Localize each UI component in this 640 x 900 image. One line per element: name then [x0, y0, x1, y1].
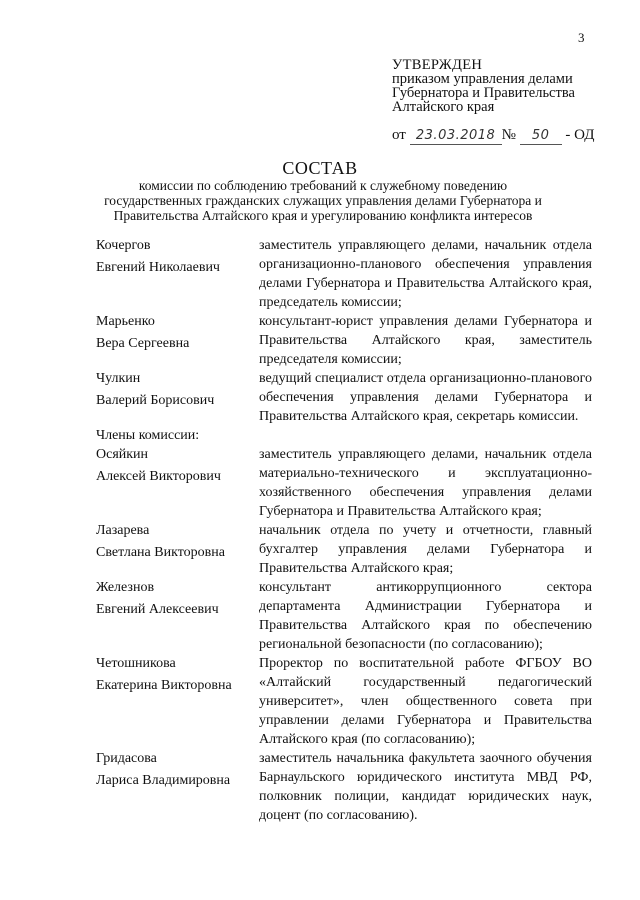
document-subtitle: комиссии по соблюдению требований к служебному поведению государственных гражданских служащих управления делами Губернатора и Правительства Алтайского края и урегулированию конфликта интересов: [104, 178, 542, 223]
document-title: СОСТАВ: [282, 158, 358, 178]
member-role: начальник отдела по учету и отчетности, главный бухгалтер управления делами Губернатора и Правительства Алтайского края;: [259, 523, 592, 576]
member-name: [96, 578, 259, 654]
member-role: ведущий специалист отдела организационно-планового обеспечения управления делами Губернатора и Правительства Алтайского края, секретарь комиссии.: [259, 371, 592, 424]
member-role: Проректор по воспитательной работе ФГБОУ ВО «Алтайский государственный педагогический университет», член общественного совета при управлении делами Губернатора и Правительства Алтайского края (по согласованию);: [259, 656, 592, 747]
order-number: 50: [531, 128, 550, 143]
member-name: [96, 445, 259, 521]
member-given-name: Евгений Алексеевич: [96, 602, 219, 617]
member-role: заместитель управляющего делами, начальник отдела материально-технического и эксплуатационно-хозяйственного обеспечения управления делами Губернатора и Правительства Алтайского края;: [259, 447, 592, 519]
order-suffix: - ОД: [565, 127, 595, 143]
member-surname: Осяйкин: [96, 447, 149, 462]
member-surname: Марьенко: [96, 314, 155, 329]
member-name: [96, 369, 259, 426]
member-role: консультант антикоррупционного сектора департамента Администрации Губернатора и Правительства Алтайского края по обеспечению региональной безопасности (по согласованию);: [259, 580, 592, 652]
member-name: [96, 654, 259, 749]
order-date: 23.03.2018: [415, 128, 496, 143]
member-row: [96, 312, 592, 369]
approval-line: Губернатора и Правительства: [392, 85, 575, 101]
member-row: [96, 369, 592, 426]
order-number-sign: №: [501, 127, 516, 143]
member-row: [96, 654, 592, 749]
member-row: [96, 749, 592, 825]
member-name: [96, 312, 259, 369]
member-role: консультант-юрист управления делами Губернатора и Правительства Алтайского края, заместитель председателя комиссии;: [259, 314, 592, 367]
member-given-name: Светлана Викторовна: [96, 545, 225, 560]
member-given-name: Екатерина Викторовна: [96, 678, 232, 693]
member-surname: Лазарева: [96, 523, 150, 538]
member-role: заместитель начальника факультета заочного обучения Барнаульского юридического института МВД РФ, полковник полиции, кандидат юридических наук, доцент (по согласованию).: [259, 751, 592, 823]
member-given-name: Алексей Викторович: [96, 469, 221, 484]
member-surname: Чулкин: [96, 371, 141, 386]
approval-line: приказом управления делами: [392, 71, 573, 87]
page-number: 3: [578, 30, 585, 45]
order-prefix: от: [392, 127, 406, 143]
approval-title: УТВЕРЖДЕН: [392, 57, 483, 73]
member-role: заместитель управляющего делами, начальник отдела организационно-планового обеспечения управления делами Губернатора и Правительства Алтайского края, председатель комиссии;: [259, 238, 592, 310]
member-given-name: Лариса Владимировна: [96, 773, 231, 788]
approval-block: [392, 58, 575, 114]
members-section-label: Члены комиссии:: [96, 428, 200, 443]
member-given-name: Валерий Борисович: [96, 393, 215, 408]
member-name: [96, 521, 259, 578]
member-surname: Кочергов: [96, 238, 151, 253]
member-row: [96, 578, 592, 654]
member-name: [96, 749, 259, 825]
member-name: [96, 236, 259, 312]
member-surname: Железнов: [96, 580, 155, 595]
member-surname: Гридасова: [96, 751, 157, 766]
member-row: [96, 236, 592, 312]
member-given-name: Вера Сергеевна: [96, 336, 190, 351]
member-row: [96, 521, 592, 578]
approval-line: Алтайского края: [392, 99, 495, 115]
member-given-name: Евгений Николаевич: [96, 260, 220, 275]
order-reference: [392, 127, 594, 145]
members-list: [96, 236, 592, 825]
member-surname: Четошникова: [96, 656, 176, 671]
member-row: [96, 445, 592, 521]
